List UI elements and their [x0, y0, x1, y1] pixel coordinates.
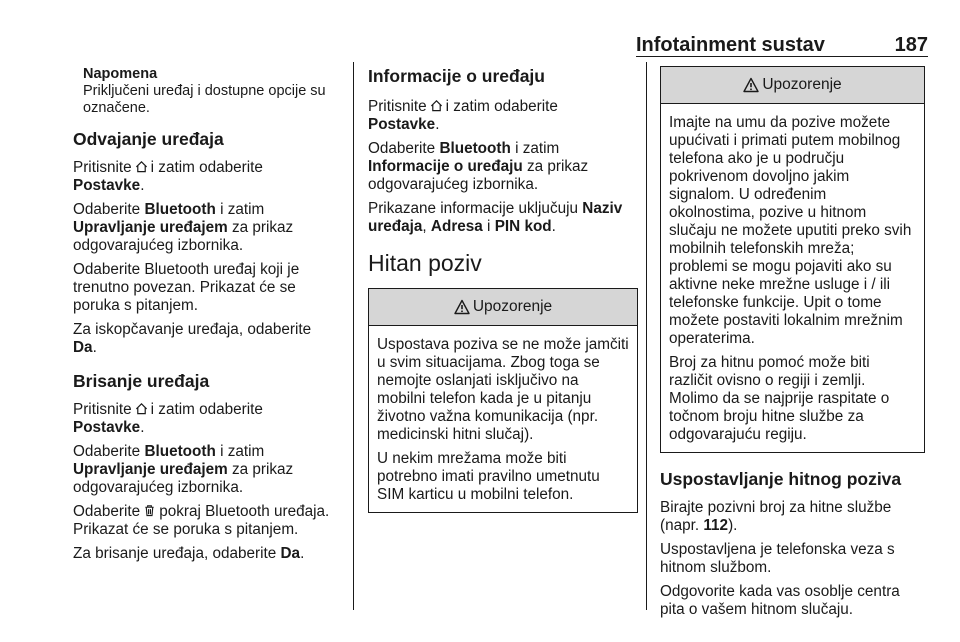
heading-emergency-call: Hitan poziv [368, 250, 482, 276]
setup-step-1: Birajte pozivni broj za hitne službe (napr. 112). [660, 499, 892, 534]
page-header [636, 26, 928, 56]
warning-icon [454, 299, 470, 315]
info-step-1: Pritisnite i zatim odaberite Postavke. [368, 98, 558, 133]
warning-paragraph-2: Broj za hitnu pomoć može biti različit ovisno o regiji i zemlji. Molimo da se najprije raspitate o točnom broju hitne službe za odgovarajuću regiju. [669, 354, 890, 443]
setup-step-2: Uspostavljena je telefonska veza s hitnom službom. [660, 541, 895, 576]
heading-device-info: Informacije o uređaju [368, 66, 545, 86]
disconnect-step-1: Pritisnite i zatim odaberite Postavke. [73, 159, 263, 194]
note-title: Napomena [83, 66, 158, 82]
header-rule [636, 56, 928, 57]
warning-title: Upozorenje [762, 76, 842, 93]
page-number: 187 [894, 34, 928, 56]
note-text: Priključeni uređaj i dostupne opcije su označene. [83, 83, 326, 116]
home-icon [135, 160, 148, 173]
heading-disconnect: Odvajanje uređaja [73, 129, 224, 149]
column-2 [368, 66, 638, 513]
heading-emergency-setup: Uspostavljanje hitnog poziva [660, 469, 902, 489]
disconnect-step-3: Odaberite Bluetooth uređaj koji je trenutno povezan. Prikazat će se poruka s pitanjem. [73, 261, 300, 314]
header-section-title: Infotainment sustav [636, 34, 825, 56]
warning-header [369, 289, 637, 326]
delete-step-4: Za brisanje uređaja, odaberite Da. [73, 545, 305, 562]
warning-box-1 [368, 288, 638, 513]
warning-body [369, 326, 637, 512]
info-step-3: Prikazane informacije uključuju Naziv uređaja, Adresa i PIN kod. [368, 200, 623, 235]
disconnect-step-2: Odaberite Bluetooth i zatim Upravljanje uređajem za prikaz odgovarajućeg izbornika. [73, 201, 294, 254]
warning-icon [743, 77, 759, 93]
delete-step-3: Odaberite pokraj Bluetooth uređaja. Prikazat će se poruka s pitanjem. [73, 503, 330, 538]
warning-header [661, 67, 924, 104]
column-3 [660, 66, 925, 625]
disconnect-step-4: Za iskopčavanje uređaja, odaberite Da. [73, 321, 312, 356]
delete-step-1: Pritisnite i zatim odaberite Postavke. [73, 401, 263, 436]
column-1 [73, 66, 343, 569]
warning-paragraph-2: U nekim mrežama može biti potrebno imati pravilno umetnutu SIM karticu u mobilni telefon. [377, 450, 600, 503]
column-divider-2 [646, 62, 647, 610]
setup-step-3: Odgovorite kada vas osoblje centra pita o vašem hitnom slučaju. [660, 583, 900, 618]
warning-box-2 [660, 66, 925, 453]
heading-delete: Brisanje uređaja [73, 371, 210, 391]
column-divider-1 [353, 62, 354, 610]
note-box [83, 66, 343, 117]
delete-step-2: Odaberite Bluetooth i zatim Upravljanje uređajem za prikaz odgovarajućeg izbornika. [73, 443, 294, 496]
trash-icon [143, 504, 156, 517]
home-icon [135, 402, 148, 415]
warning-body [661, 104, 924, 452]
warning-paragraph-1: Imajte na umu da pozive možete upućivati i primati putem mobilnog telefona ako je u području pokrivenom dovoljno jakim signalom. U određenim okolnostima, pozive u hitnom slučaju ne možete uputiti preko svih mobilnih telefonskih mreža; problemi se mogu pojaviti ako su aktivne neke mrežne usluge i / ili telefonske funkcije. Upit o tome možete postaviti lokalnim mrežnim operaterima. [669, 114, 912, 347]
home-icon [430, 99, 443, 112]
info-step-2: Odaberite Bluetooth i zatim Informacije o uređaju za prikaz odgovarajućeg izbornika. [368, 140, 589, 193]
warning-paragraph-1: Uspostava poziva se ne može jamčiti u svim situacijama. Zbog toga se nemojte oslanjati isključivo na mobilni telefon kada je u pitanju životno važna komunikacija (npr. medicinski hitni slučaj). [377, 336, 629, 443]
warning-title: Upozorenje [472, 298, 553, 315]
